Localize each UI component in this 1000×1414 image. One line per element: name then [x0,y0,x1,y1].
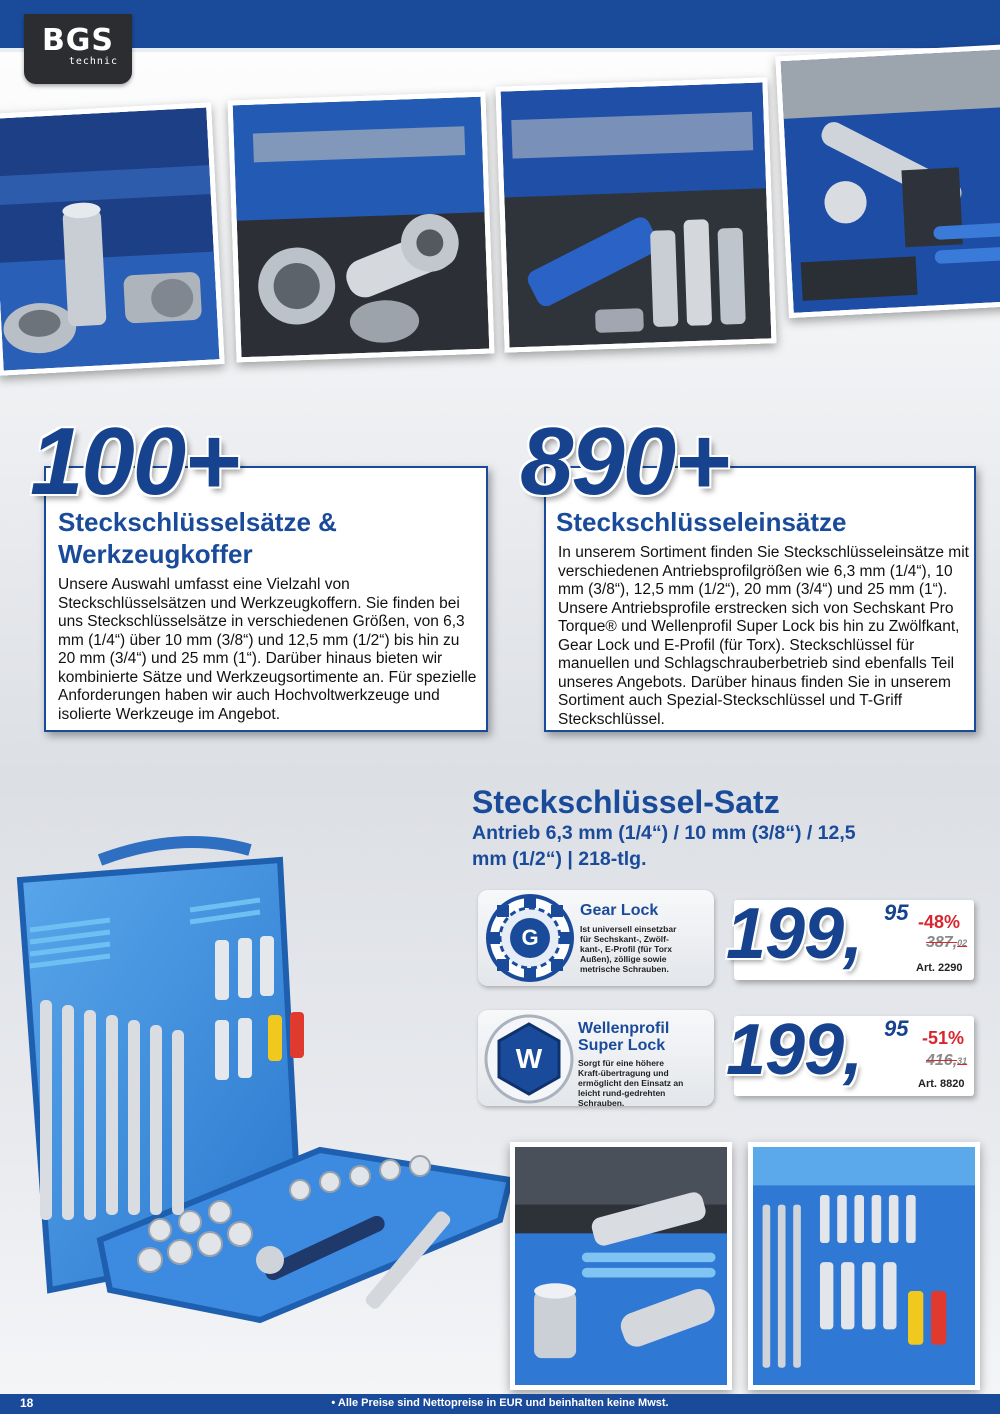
info-card-sets-body: Unsere Auswahl umfasst eine Vielzahl von Steckschlüsselsätzen und Werkzeugkoffern. Sie finden bei uns Steckschlüsselsätze in verschiedenen Größen, von 6,3 mm (1/4“) über 10 mm (3/8“) und 12,5 mm (1/2“) bis hin zu 20 mm (3/4“) und 25 mm (1“). Darüber hinaus bieten wir kombinierte Sätze und Werkzeugsortimente an. Für spezielle Anforderungen haben wir auch Hochvoltwerkzeuge und isolierte Werkzeuge im Angebot. [58,576,477,723]
super-lock-icon-letter: W [515,1043,543,1074]
feature-gear-lock [478,890,714,986]
discount-8820: -51% [922,1028,965,1048]
photo-wrenches [775,44,1000,318]
old-price-2290 [926,934,967,952]
photo-socket-bits [495,77,776,352]
super-lock-icon [482,1012,576,1106]
product-subtitle: Antrieb 6,3 mm (1/4“) / 10 mm (3/8“) / 12,5 mm (1/2“) | 218-tlg. [472,822,856,870]
logo-subtext: technic [68,56,118,67]
feature-super-lock-title: Wellenprofil Super Lock [578,1020,670,1054]
art-number-2290: Art. 2290 [916,962,963,974]
feature-gear-lock-title: Gear Lock [580,902,659,919]
feature-super-lock [478,1010,714,1106]
feature-super-lock-desc: Sorgt für eine höhere Kraft-übertragung und ermöglicht den Einsatz an leicht rund-gedrehten Schrauben. [578,1058,684,1108]
stat-number-sockets: 890+ [520,408,729,515]
feature-gear-lock-desc: Ist universell einsetzbar für Sechskant-, Zwölf-kant-, E-Profil (für Torx Außen), zöllige sowie metrische Schrauben. [580,924,677,974]
bgs-logo[interactable] [24,14,132,84]
price-2290-cents: 95 [884,900,909,925]
old-price-2290-cents: 02 [957,938,968,948]
old-price-8820-cents: 31 [957,1056,968,1066]
discount-2290: -48% [918,912,961,932]
info-card-sets-title: Steckschlüsselsätze & Werkzeugkoffer [58,507,337,569]
product-title: Steckschlüssel-Satz [472,784,780,820]
gear-lock-icon [484,892,576,984]
art-number-8820: Art. 8820 [918,1078,965,1090]
info-card-sockets-body: In unserem Sortiment finden Sie Steckschlüsseleinsätze mit verschiedenen Antriebsprofilgrößen wie 6,3 mm (1/4“), 10 mm (3/8“), 12,5 mm (1/2“), 20 mm (3/4“) und 25 mm (1“). Unsere Antriebsprofile erstrecken sich von Sechskant Pro Torque® und Wellenprofil Super Lock bis hin zu Zwölfkant, Gear Lock und E-Profil (für Torx). Steckschlüssel für manuellen und Schlagschrauberbetrieb sind ebenfalls Teil unseres Angebots. Darüber hinaus finden Sie in unserem Sortiment auch Spezial-Steckschlüssel und T-Griff Steckschlüssel. [558,544,969,728]
logo-text: BGS [41,23,115,58]
info-card-sockets-title: Steckschlüsseleinsätze [556,507,847,537]
page-number: 18 [20,1396,34,1410]
photo-case-detail-1 [510,1142,732,1390]
old-price-2290-main: 387, [926,934,958,951]
price-2290: 199, [726,894,863,974]
old-price-8820 [926,1052,967,1070]
old-price-8820-main: 416, [926,1052,958,1069]
top-bar-stripe [0,48,1000,52]
gear-lock-icon-letter: G [521,925,539,950]
photo-case-detail-2 [748,1142,980,1390]
product-image-tool-case [0,820,520,1330]
stat-number-sets: 100+ [30,408,239,515]
top-bar [0,0,1000,48]
photo-sockets-1 [0,102,225,375]
price-8820-cents: 95 [884,1016,909,1041]
price-8820: 199, [726,1010,863,1090]
photo-ratchet [228,92,495,363]
footer-note: • Alle Preise sind Nettopreise in EUR und beinhalten keine Mwst. [331,1397,669,1409]
